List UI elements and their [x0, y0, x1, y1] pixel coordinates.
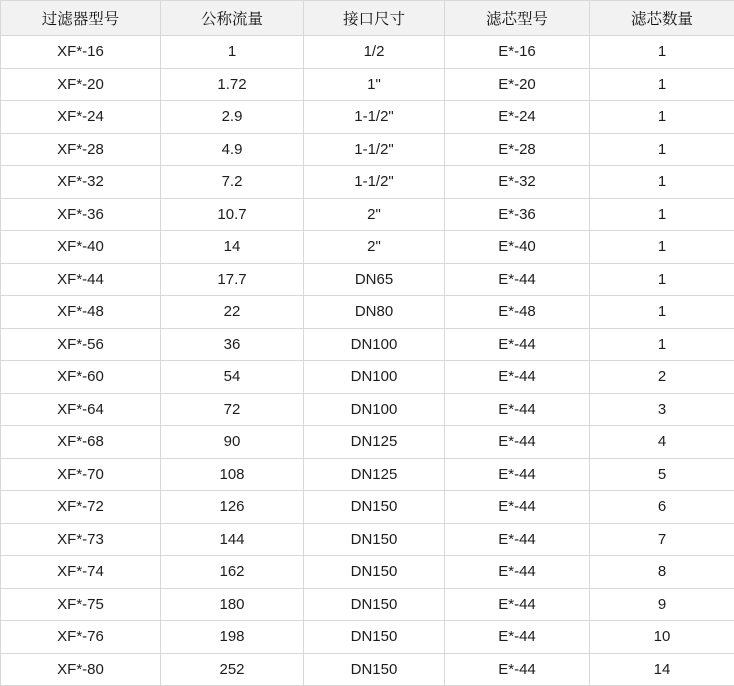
table-row [1, 491, 734, 524]
table-cell: 4.9 [161, 133, 304, 166]
table-cell: 1-1/2" [304, 166, 445, 199]
table-cell: 5 [590, 458, 734, 491]
table-cell: E*-44 [445, 523, 590, 556]
table-cell: E*-32 [445, 166, 590, 199]
table-cell: E*-36 [445, 198, 590, 231]
column-header-port-size: 接口尺寸 [304, 1, 445, 36]
table-cell: XF*-70 [1, 458, 161, 491]
table-cell: 1.72 [161, 68, 304, 101]
table-cell: 54 [161, 361, 304, 394]
table-cell: 1 [590, 328, 734, 361]
table-cell: XF*-36 [1, 198, 161, 231]
table-cell: E*-44 [445, 653, 590, 686]
table-cell: DN100 [304, 361, 445, 394]
table-cell: 1" [304, 68, 445, 101]
table-row [1, 621, 734, 654]
table-row [1, 426, 734, 459]
table-cell: DN150 [304, 523, 445, 556]
table-cell: E*-44 [445, 491, 590, 524]
table-cell: E*-44 [445, 588, 590, 621]
table-cell: DN80 [304, 296, 445, 329]
column-header-nominal-flow: 公称流量 [161, 1, 304, 36]
table-cell: XF*-48 [1, 296, 161, 329]
table-cell: E*-44 [445, 621, 590, 654]
table-cell: 1 [590, 231, 734, 264]
table-cell: DN150 [304, 491, 445, 524]
table-cell: XF*-32 [1, 166, 161, 199]
table-cell: 6 [590, 491, 734, 524]
table-cell: 8 [590, 556, 734, 589]
table-cell: XF*-74 [1, 556, 161, 589]
table-cell: XF*-44 [1, 263, 161, 296]
table-cell: 198 [161, 621, 304, 654]
table-cell: E*-44 [445, 393, 590, 426]
table-row [1, 393, 734, 426]
table-cell: XF*-16 [1, 36, 161, 69]
table-row [1, 68, 734, 101]
table-row [1, 556, 734, 589]
table-cell: 1 [590, 263, 734, 296]
table-cell: 126 [161, 491, 304, 524]
table-cell: 180 [161, 588, 304, 621]
table-cell: 72 [161, 393, 304, 426]
column-header-model: 过滤器型号 [1, 1, 161, 36]
table-cell: 1 [590, 198, 734, 231]
table-cell: 1 [590, 133, 734, 166]
table-row [1, 133, 734, 166]
table-cell: 2" [304, 231, 445, 264]
table-cell: DN100 [304, 328, 445, 361]
table-cell: 7 [590, 523, 734, 556]
table-cell: 1 [590, 68, 734, 101]
table-cell: XF*-72 [1, 491, 161, 524]
table-cell: 1 [590, 166, 734, 199]
table-cell: 2" [304, 198, 445, 231]
table-row [1, 361, 734, 394]
table-cell: 3 [590, 393, 734, 426]
table-row [1, 101, 734, 134]
table-cell: DN125 [304, 458, 445, 491]
table-cell: XF*-40 [1, 231, 161, 264]
table-cell: 1 [590, 296, 734, 329]
table-body [1, 36, 734, 686]
table-cell: 1 [161, 36, 304, 69]
table-cell: XF*-20 [1, 68, 161, 101]
table-cell: E*-40 [445, 231, 590, 264]
table-cell: 7.2 [161, 166, 304, 199]
table-cell: E*-28 [445, 133, 590, 166]
table-row [1, 198, 734, 231]
table-row [1, 458, 734, 491]
table-row [1, 36, 734, 69]
table-cell: XF*-60 [1, 361, 161, 394]
table-cell: 252 [161, 653, 304, 686]
table-cell: 1/2 [304, 36, 445, 69]
table-cell: E*-44 [445, 458, 590, 491]
table-cell: XF*-73 [1, 523, 161, 556]
table-cell: XF*-68 [1, 426, 161, 459]
table-cell: E*-48 [445, 296, 590, 329]
table-cell: 4 [590, 426, 734, 459]
table-row [1, 166, 734, 199]
table-cell: E*-44 [445, 328, 590, 361]
table-cell: XF*-75 [1, 588, 161, 621]
table-header-row [1, 1, 734, 36]
table-cell: 90 [161, 426, 304, 459]
table-cell: E*-16 [445, 36, 590, 69]
table-cell: 108 [161, 458, 304, 491]
table-cell: XF*-56 [1, 328, 161, 361]
table-cell: DN150 [304, 588, 445, 621]
table-cell: 1 [590, 36, 734, 69]
table-cell: 14 [161, 231, 304, 264]
table-cell: 22 [161, 296, 304, 329]
table-cell: DN150 [304, 556, 445, 589]
table-cell: E*-20 [445, 68, 590, 101]
table-cell: 10 [590, 621, 734, 654]
column-header-element-model: 滤芯型号 [445, 1, 590, 36]
table-cell: E*-44 [445, 361, 590, 394]
table-cell: 2 [590, 361, 734, 394]
table-cell: E*-24 [445, 101, 590, 134]
table-cell: 1-1/2" [304, 101, 445, 134]
table-row [1, 588, 734, 621]
table-cell: 1 [590, 101, 734, 134]
table-header [1, 1, 734, 36]
table-row [1, 653, 734, 686]
table-cell: DN65 [304, 263, 445, 296]
table-cell: 2.9 [161, 101, 304, 134]
table-cell: XF*-80 [1, 653, 161, 686]
table-row [1, 296, 734, 329]
table-cell: XF*-24 [1, 101, 161, 134]
table-cell: 162 [161, 556, 304, 589]
table-cell: 10.7 [161, 198, 304, 231]
table-cell: DN150 [304, 621, 445, 654]
table-cell: 9 [590, 588, 734, 621]
table-cell: DN150 [304, 653, 445, 686]
table-cell: 14 [590, 653, 734, 686]
table-cell: 144 [161, 523, 304, 556]
table-cell: 36 [161, 328, 304, 361]
table-cell: E*-44 [445, 426, 590, 459]
table-cell: E*-44 [445, 263, 590, 296]
table-cell: XF*-76 [1, 621, 161, 654]
table-cell: E*-44 [445, 556, 590, 589]
table-row [1, 231, 734, 264]
table-row [1, 523, 734, 556]
table-cell: DN100 [304, 393, 445, 426]
table-cell: XF*-64 [1, 393, 161, 426]
table-row [1, 263, 734, 296]
table-row [1, 328, 734, 361]
table-cell: DN125 [304, 426, 445, 459]
table-cell: XF*-28 [1, 133, 161, 166]
column-header-element-count: 滤芯数量 [590, 1, 734, 36]
table-cell: 17.7 [161, 263, 304, 296]
table-cell: 1-1/2" [304, 133, 445, 166]
